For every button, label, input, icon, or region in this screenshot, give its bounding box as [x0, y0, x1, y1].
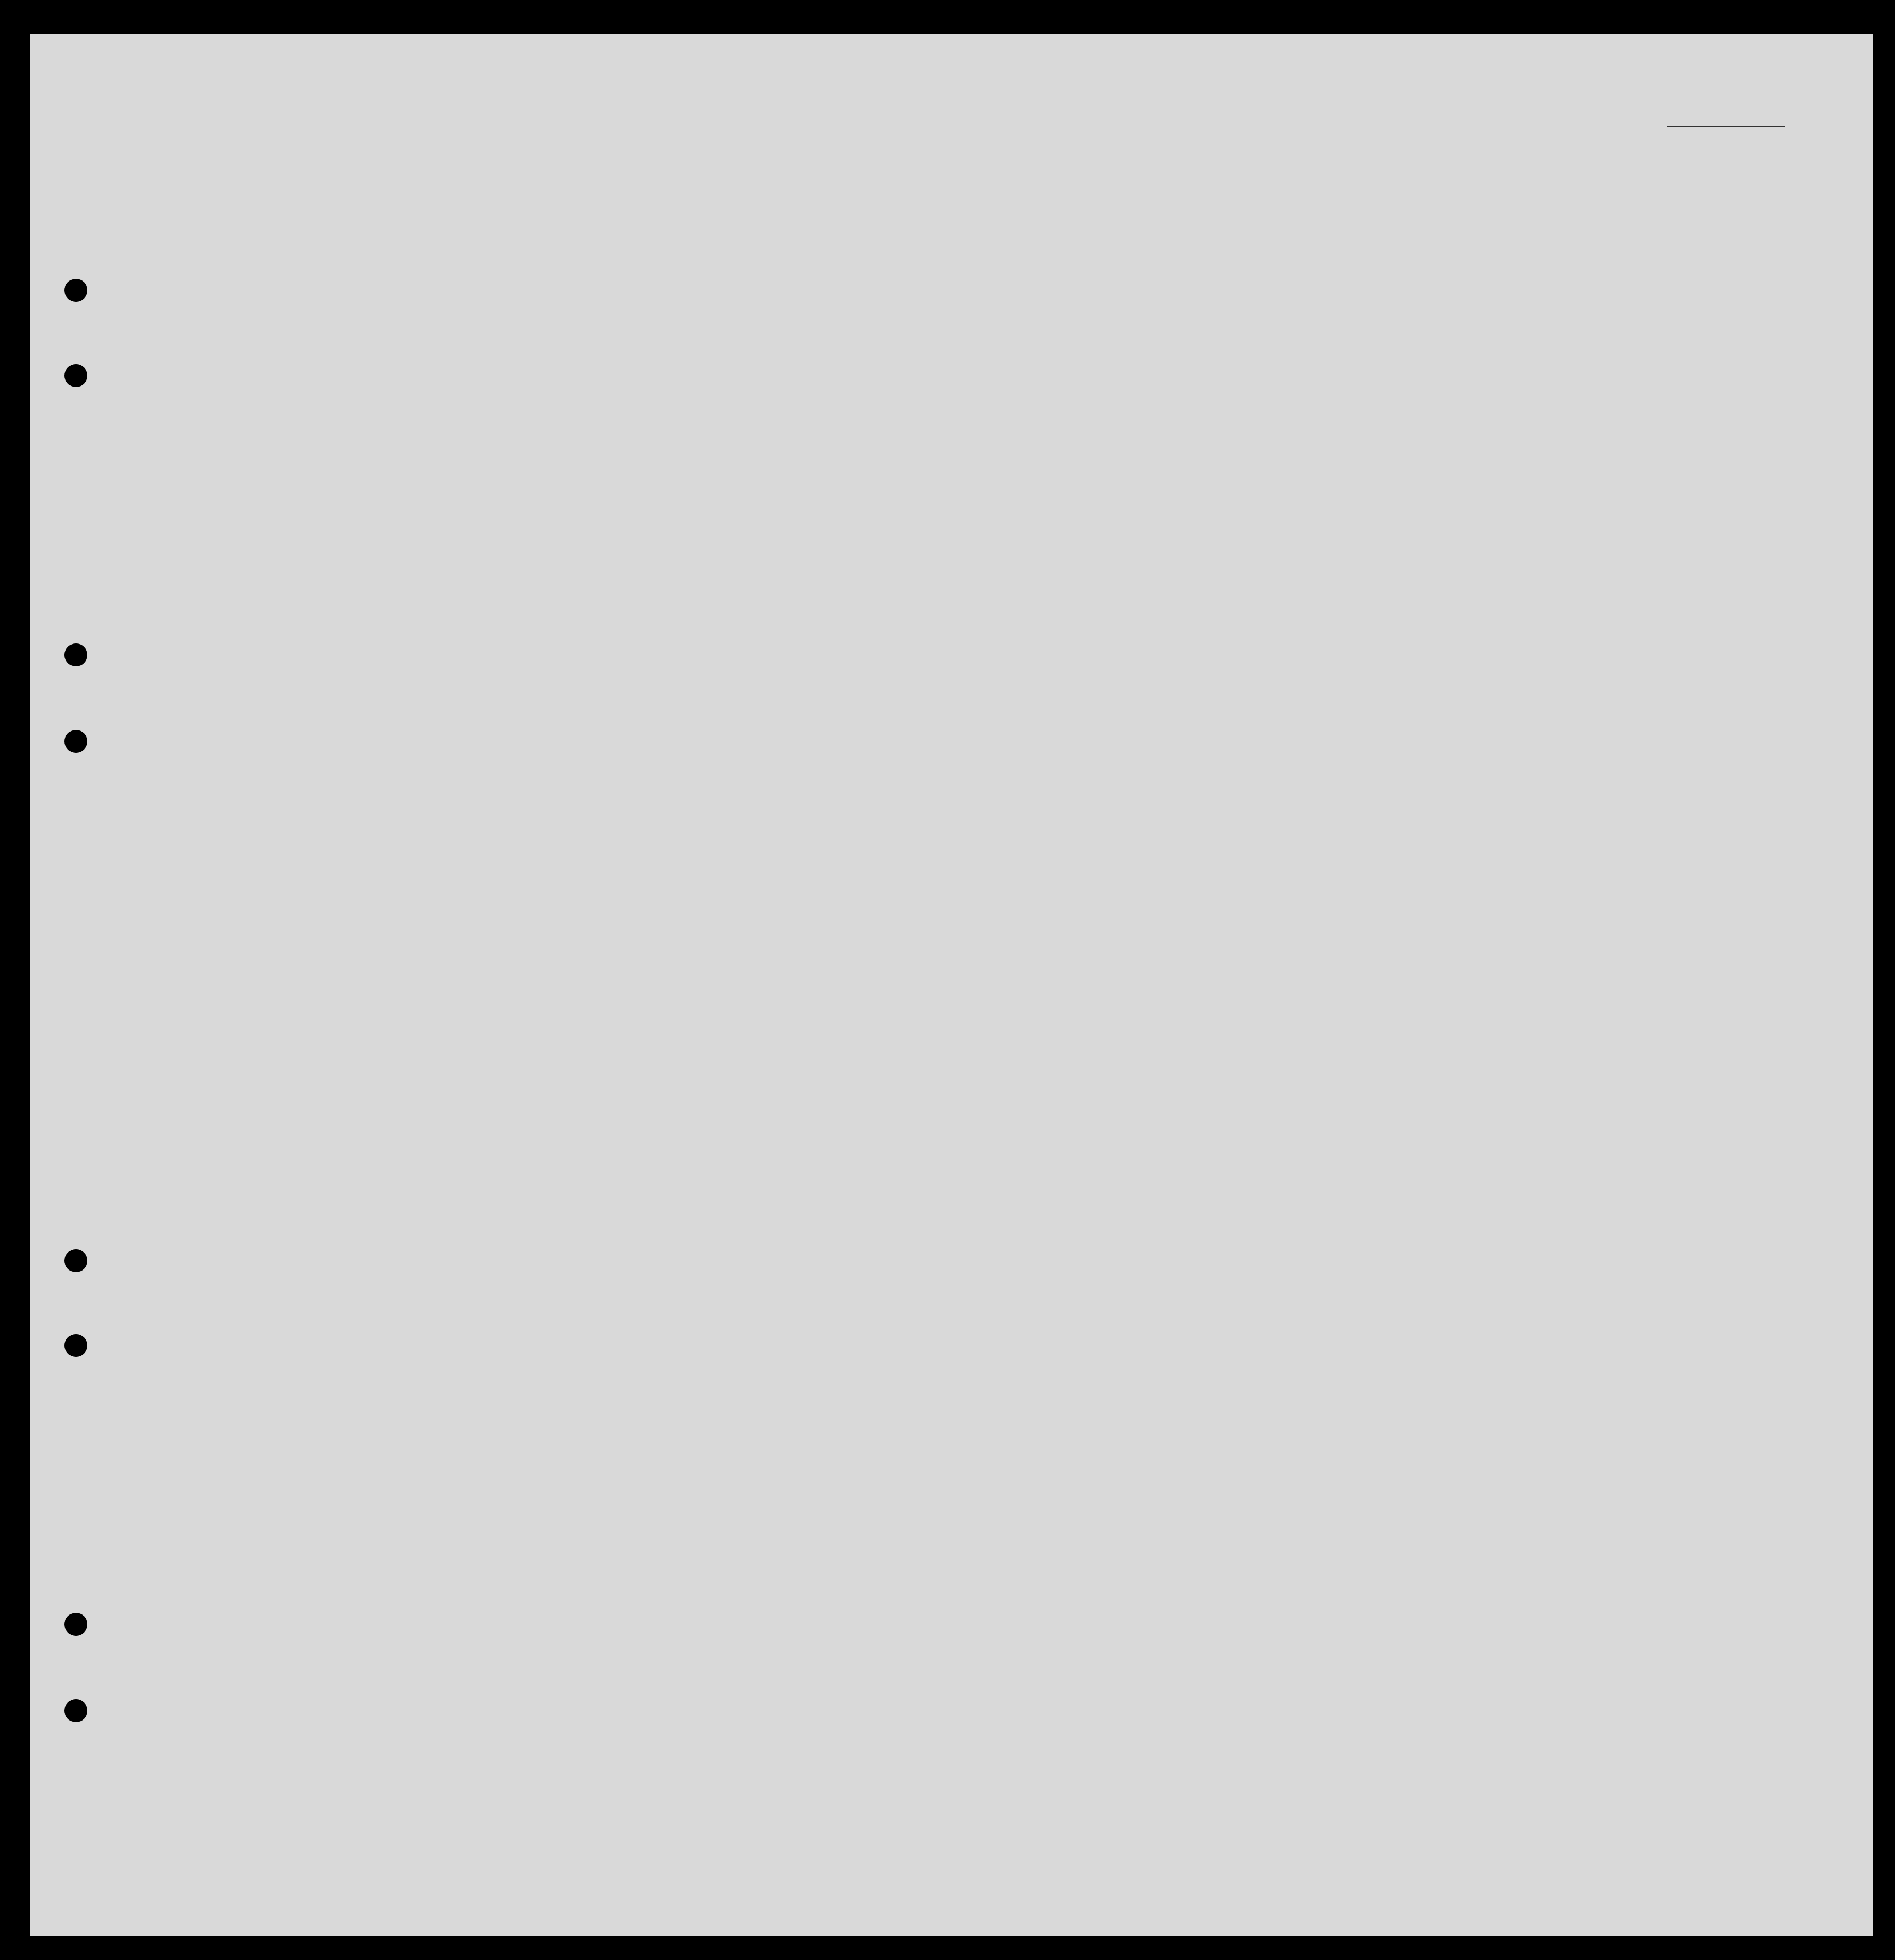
punch-hole: [64, 279, 87, 302]
punch-hole: [64, 1699, 87, 1722]
punch-hole: [64, 1249, 87, 1272]
punch-hole: [64, 364, 87, 387]
punch-hole: [64, 643, 87, 666]
punch-hole: [64, 730, 87, 753]
punch-hole: [64, 1613, 87, 1636]
number-underline: [1667, 126, 1785, 127]
punch-hole: [64, 1334, 87, 1357]
